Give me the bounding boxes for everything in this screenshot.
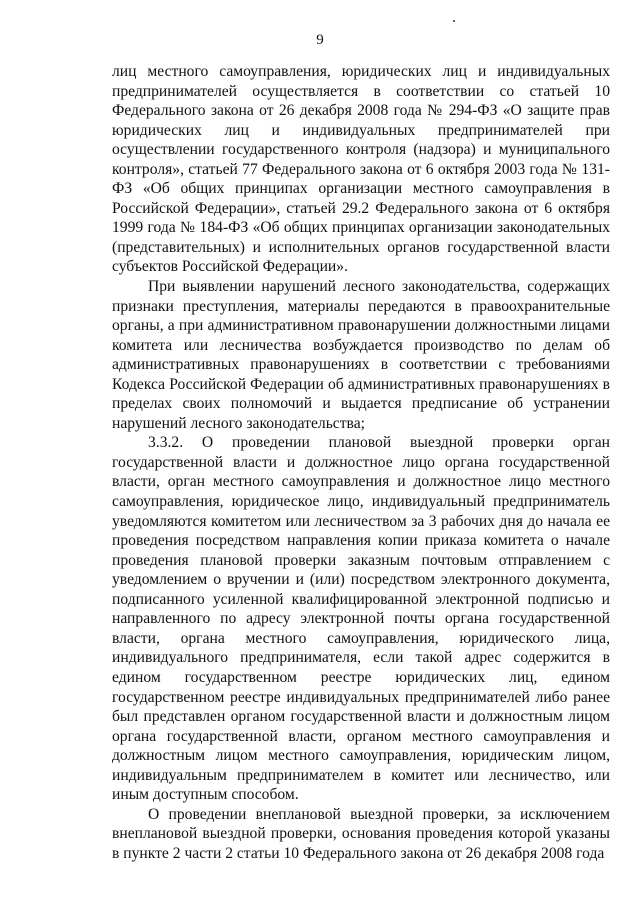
- document-body: [112, 62, 610, 863]
- paragraph-violations: При выявлении нарушений лесного законодательства, содержащих признаки преступления, материалы передаются в правоохранительные органы, а при административном правонарушении должностными лицами комитета или лесничества возбуждается производство по делам об административных правонарушениях в соответствии с требованиями Кодекса Российской Федерации об административных правонарушениях в пределах своих полномочий и выдается предписание об устранении нарушений лесного законодательства;: [112, 278, 610, 432]
- paragraph-unscheduled-inspection: О проведении внеплановой выездной проверки, за исключением внеплановой выездной проверки, основания проведения которой указаны в пункте 2 части 2 статьи 10 Федерального закона от 26 декабря 2008 года: [112, 805, 610, 862]
- paragraph-3-3-2: 3.3.2. О проведении плановой выездной проверки орган государственной власти и должностное лицо органа государственной власти, орган местного самоуправления и должностное лицо местного самоуправления, юридическое лицо, индивидуальный предприниматель уведомляются комитетом или лесничеством за 3 рабочих дня до начала ее проведения посредством направления копии приказа комитета о начале проведения плановой проверки заказным почтовым отправлением с уведомлением о вручении и (или) посредством электронного документа, подписанного усиленной квалифицированной электронной подписью и направленного по адресу электронной почты органа государственной власти, органа местного самоуправления, юридического лица, индивидуального предпринимателя, если такой адрес содержится в едином государственном реестре юридических лиц, едином государственном реестре индивидуальных предпринимателей либо ранее был представлен органом государственной власти и должностным лицом органа государственной власти, органом местного самоуправления и должностным лицом местного самоуправления, юридическим лицом, индивидуальным предпринимателем в комитет или лесничество, или иным доступным способом.: [112, 434, 610, 804]
- page-number: 9: [316, 32, 324, 48]
- scan-speck: [453, 20, 455, 22]
- paragraph-continuation: лиц местного самоуправления, юридических лиц и индивидуальных предпринимателей осуществляется в соответствии со статьей 10 Федерального закона от 26 декабря 2008 года № 294-ФЗ «О защите прав юридических лиц и индивидуальных предпринимателей при осуществлении государственного контроля (надзора) и муниципального контроля», статьей 77 Федерального закона от 6 октября 2003 года № 131-ФЗ «Об общих принципах организации местного самоуправления в Российской Федерации», статьей 29.2 Федерального закона от 6 октября 1999 года № 184-ФЗ «Об общих принципах организации законодательных (представительных) и исполнительных органов государственной власти субъектов Российской Федерации».: [112, 63, 610, 276]
